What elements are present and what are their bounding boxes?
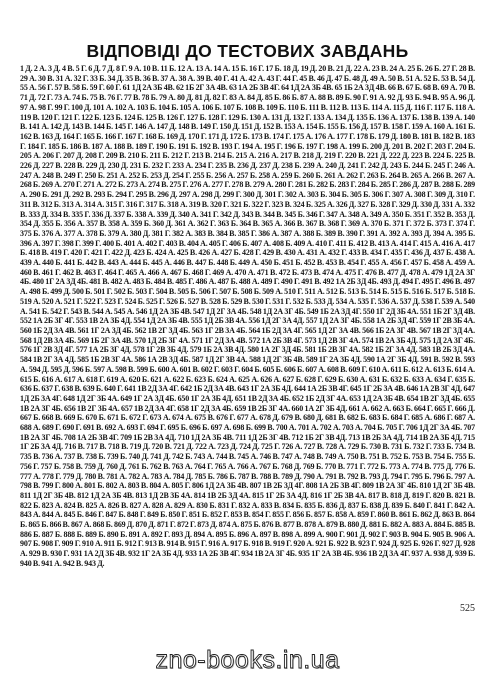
page-number: 525 xyxy=(460,603,475,614)
page-title: ВІДПОВІДІ ДО ТЕСТОВИХ ЗАВДАНЬ xyxy=(86,41,409,61)
watermark-text: zno-books.in.ua xyxy=(155,646,340,674)
answers-text: 1 Д. 2 А. 3 Д. 4 В. 5 Г. 6 Д. 7 Д. 8 Г. 9 А. 10 В. 11 Б. 12 А. 13 А. 14 А. 15 Б. 16 Г. 17 Б. 18 Д. 19 Д. 20 В. 21 Д. 22 А. 23 В. 24 А. 25 Б. 26 Б. 27 Г. 28 В. 29 А. 30 В. 31 А. 32 Г. 33 Б. 34 Д. 35 В. 36 В. 37 А. 38 А. 39 В. 40 Г. 41 А. 42 А. 43 Г. 44 Г. 45 В. 46 Д. 47 Б. 48 Д. 49 А. 50 В. 51 А. 52 Б. 53 В. 54 Д. 55 А. 56 Г. 57 В. 58 Б. 59 Г. 60 Г. 61 1Д 2А 3Б 4В. 62 1Б 2Г 3А 4В. 63 1А 2Б 3В 4Г. 64 1Д 2А 3Б 4В. 65 1Б 2А 3Д 4В. 66 В. 67 Б. 68 В. 69 А. 70 В. 71 Д. 72 Г. 73 А. 74 Б. 75 В. 76 Г. 77 В. 78 Б. 79 А. 80 Д. 81 Д. 82 Г. 83 А. 84 Д. 85 Б. 86 Б. 87 А. 88 В. 89 Б. 90 Г. 91 А. 92 Д. 93 Б. 94 В. 95 А. 96 Д. 97 А. 98 Г. 99 Г. 100 Д. 101 А. 102 А. 103 Б. 104 Б. 105 А. 106 Б. 107 Б. 108 В. 109 Б. 110 Б. 111 В. 112 В. 113 Б. 114 А. 115 Д. 116 Г. 117 Б. 118 А. 119 В. 120 Г. 121 Г. 122 Б. 123 Б. 124 Б. 125 В. 126 Г. 127 Б. 128 Г. 129 Б. 130 А. 131 Д. 132 Г. 133 А. 134 Д. 135 Б. 136 А. 137 Б. 138 В. 139 А. 140 В. 141 А. 142 Д. 143 В. 144 Б. 145 Г. 146 А. 147 Д. 148 В. 149 Г. 150 Д. 151 Д. 152 В. 153 А. 154 Б. 155 Б. 156 Д. 157 В. 158 Г. 159 А. 160 А. 161 Б. 162 В. 163 Д. 164 Г. 165 Б. 166 Г. 167 Г. 168 Б. 169 Д. 170 Г. 171 Д. 172 Б. 173 В. 174 Г. 175 А. 176 А. 177 Г. 178 Б. 179 Д. 180 В. 181 В. 182 В. 183 Г. 184 Г. 185 Б. 186 В. 187 А. 188 В. 189 Г. 190 Б. 191 Б. 192 В. 193 Г. 194 А. 195 Г. 196 Б. 197 Г. 198 А. 199 Б. 200 Д. 201 В. 202 Г. 203 Г. 204 Б. 205 А. 206 Г. 207 Д. 208 Г. 209 В. 210 Б. 211 Б. 212 Г. 213 В. 214 Б. 215 А. 216 А. 217 В. 218 Д. 219 Г. 220 В. 221 Д. 222 Д. 223 В. 224 Б. 225 В. 226 Д. 227 В. 228 В. 229 Д. 230 Д. 231 Б. 232 Г. 233 А. 234 Г. 235 В. 236 Д. 237 Д. 238 Б. 239 А. 240 Д. 241 Г. 242 Д. 243 Б. 244 Б. 245 Г. 246 А. 247 А. 248 В. 249 Г. 250 Б. 251 А. 252 Б. 253 Д. 254 Г. 255 Б. 256 А. 257 Б. 258 А. 259 Б. 260 Б. 261 А. 262 Г. 263 Б. 264 В. 265 А. 266 В. 267 А. 268 Б. 269 А. 270 Г. 271 А. 272 Б. 273 А. 274 В. 275 Г. 276 А. 277 Г. 278 В. 279 А. 280 Г. 281 Б. 282 Б. 283 Г. 284 Б. 285 Г. 286 Д. 287 В. 288 Б. 289 А. 290 Б. 291 Д. 292 В. 293 Б. 294 Г. 295 В. 296 Д. 297 А. 298 Д. 299 Г. 300 Д. 301 Г. 302 А. 303 Б. 304 Б. 305 Б. 306 Г. 307 А. 308 Г. 309 Д. 310 Г. 311 В. 312 Б. 313 А. 314 А. 315 Г. 316 Г. 317 Б. 318 А. 319 В. 320 Г. 321 Б. 322 Г. 323 В. 324 Б. 325 А. 326 Д. 327 Б. 328 Г. 329 Д. 330 Д. 331 А. 332 В. 333 Д. 334 В. 335 Г. 336 Д. 337 Б. 338 А. 339 Д. 340 А. 341 Г. 342 Д. 343 В. 344 В. 345 Б. 346 Г. 347 А. 348 А. 349 А. 350 Б. 351 Г. 352 В. 353 Д. 354 Д. 355 Б. 356 А. 357 В. 358 А. 359 Б. 360 Д. 361 А. 362 Г. 363 Б. 364 В. 365 А. 366 В. 367 В. 368 Г. 369 А. 370 Б. 371 Г. 372 Б. 373 Г. 374 Г. 375 Б. 376 А. 377 А. 378 Б. 379 А. 380 Д. 381 Г. 382 А. 383 В. 384 В. 385 Г. 386 А. 387 А. 388 Б. 389 В. 390 Г. 391 А. 392 А. 393 Д. 394 А. 395 Б. 396 А. 397 Г. 398 Г. 399 Г. 400 Б. 401 А. 402 Г. 403 В. 404 А. 405 Г. 406 Б. 407 А. 408 Б. 409 А. 410 Г. 411 Б. 412 В. 413 А. 414 Г. 415 А. 416 А. 417 Б. 418 В. 419 Г. 420 Г. 421 Г. 422 Д. 423 Б. 424 А. 425 В. 426 А. 427 Б. 428 Г. 429 В. 430 А. 431 А. 432 Г. 433 В. 434 Г. 435 Г. 436 Д. 437 Б. 438 А. 439 А. 440 Б. 441 Б. 442 В. 443 А. 444 Б. 445 А. 446 В. 447 Б. 448 Б. 449 А. 450 Б. 451 Б. 452 В. 453 В. 454 Г. 455 А. 456 Г. 457 Б. 458 А. 459 А. 460 В. 461 Г. 462 В. 463 Г. 464 Г. 465 А. 466 А. 467 Б. 468 Г. 469 А. 470 А. 471 В. 472 Б. 473 В. 474 А. 475 Г. 476 В. 477 Д. 478 А. 479 1Д 2А 3Г 4Б. 480 1Г 2А 3Д 4Б. 481 В. 482 А. 483 Б. 484 В. 485 Г. 486 А. 487 Б. 488 А. 489 Г. 490 Г. 491 В. 492 1А 2Б 3Д 4Б. 493 Д. 494 Г. 495 Г. 496 В. 497 А. 498 Б. 499 Д. 500 Б. 501 Г. 502 Б. 503 Г. 504 В. 505 Б. 506 Г. 507 Б. 508 Б. 509 А. 510 Г. 511 А. 512 Б. 513 Б. 514 Б. 515 Б. 516 Б. 517 Б. 518 Б. 519 А. 520 А. 521 Г. 522 Г. 523 Г. 524 Б. 525 Г. 526 Б. 527 В. 528 Б. 529 В. 530 Г. 531 Г. 532 Б. 533 Д. 534 А. 535 Г. 536 А. 537 Д. 538 Г. 539 А. 540 А. 541 Б. 542 Г. 543 В. 544 А. 545 А. 546 1Д 2А 3Б 4В. 547 1Д 2Г 3А 4Б. 548 1Д 2А 3Г 4Б. 549 1Б 2А 3Д 4Г. 550 1Г 2Д 3Б 4А. 551 1Б 2Г 3Д 4В. 552 1А 2Б 3Г 4Г. 553 1В 2А 3Б 4Д. 554 1Д 2А 3Б 4В. 555 1Д 2Б 3В 4А. 556 1Д 2Г 3А 4Д. 557 1Д 2А 3Г 4Б. 558 1А 2Б 3Д 4Г. 559 1Г 2В 3Б 4А. 560 1Б 2Д 3А 4В. 561 1Г 2А 3Д 4Б. 562 1В 2Г 3Д 4Б. 563 1Г 2В 3А 4Б. 564 1Б 2Д 3А 4Г. 565 1Д 2Г 3А 4В. 566 1Б 2А 3Г 4В. 567 1В 2Г 3Д 4А. 568 1Д 2В 3А 4Б. 569 1Б 2Г 3А 4В. 570 1Д 2Б 3Г 4А. 571 1Г 2Д 3А 4В. 572 1А 2Б 3В 4Г. 573 1Д 2В 3Г 4А. 574 1В 2А 3Б 4Д. 575 1Д 2А 3Г 4Б. 576 1Г 2В 3Д 4Г. 577 1А 2Б 3Г 4Д. 578 1Г 2В 3Б 4Д. 579 1Б 2А 3В 4Д. 580 1А 2Г 3Д 4Б. 581 1Б 2В 3Г 4А. 582 1Б 2Г 3А 4Д. 583 1В 2Б 3Д 4А. 584 1В 2Г 3А 4Д. 585 1Б 2В 3Г 4А. 586 1А 2В 3Д 4Б. 587 1Д 2Г 3В 4А. 588 1Д 2Г 3Б 4В. 589 1Г 2А 3Б 4Д. 590 1А 2Г 3Б 4Д. 591 В. 592 В. 593 А. 594 Д. 595 Д. 596 Б. 597 А. 598 В. 599 Б. 600 А. 601 В. 602 Г. 603 Г. 604 Б. 605 Б. 606 Б. 607 А. 608 В. 609 Г. 610 А. 611 Б. 612 А. 613 Б. 614 А. 615 Б. 616 А. 617 А. 618 Г. 619 А. 620 Б. 621 А. 622 Б. 623 Б. 624 А. 625 А. 626 А. 627 Б. 628 Г. 629 Б. 630 А. 631 Б. 632 Б. 633 А. 634 Г. 635 Б. 636 Б. 637 Г. 638 В. 639 Б. 640 Г. 641 1В 2Д 3А 4Г. 642 1Б 2Д 3А 4В. 643 1Г 2А 3Б 4Д. 644 1А 2Б 3В 4Г. 645 1Г 2Б 3А 4В. 646 1А 2В 3Г 4Д. 647 1Д 2Б 3А 4Г. 648 1Д 2Г 3Б 4А. 649 1Г 2А 3Д 4Б. 650 1Г 2А 3Б 4Д. 651 1В 2Д 3А 4Б. 652 1Б 2Д 3Г 4А. 653 1Д 2А 3Б 4В. 654 1В 2Г 3Д 4Б. 655 1В 2А 3Г 4Б. 656 1В 2Г 3Б 4А. 657 1В 2Д 3А 4Г. 658 1Г 2Д 3А 4Б. 659 1В 2Б 3Г 4А. 660 1А 2Г 3Б 4Д. 661 А. 662 А. 663 Б. 664 Г. 665 Г. 666 Д. 667 Б. 668 В. 669 Б. 670 Б. 671 Б. 672 Г. 673 А. 674 А. 675 В. 676 Г. 677 А. 678 Д. 679 В. 680 Д. 681 В. 682 Б. 683 Б. 684 Г. 685 А. 686 Г. 687 А. 688 А. 689 Г. 690 Г. 691 В. 692 А. 693 Г. 694 Г. 695 Б. 696 Б. 697 А. 698 Б. 699 В. 700 А. 701 А. 702 А. 703 А. 704 Б. 705 Г. 706 1Д 2Г 3А 4Б. 707 1В 2А 3Г 4Б. 708 1А 2Б 3В 4Г. 709 1Б 2В 3А 4Д. 710 1Д 2А 3Б 4В. 711 1Д 2Б 3Г 4В. 712 1Б 2Г 3В 4Д. 713 1В 2Б 3А 4Д. 714 1В 2А 3Б 4Д. 715 1Г 2Б 3А 4Д. 716 В. 717 В. 718 В. 719 Д. 720 В. 721 Д. 722 А. 723 Д. 724 Д. 725 Г. 726 А. 727 В. 728 А. 729 Б. 730 В. 731 Б. 732 Г. 733 Б. 734 В. 735 В. 736 А. 737 В. 738 Б. 739 Б. 740 Д. 741 Д. 742 Б. 743 А. 744 В. 745 А. 746 В. 747 А. 748 В. 749 А. 750 В. 751 В. 752 Б. 753 В. 754 Б. 755 Б. 756 Г. 757 Б. 758 В. 759 Д. 760 Д. 761 Б. 762 В. 763 А. 764 Г. 765 А. 766 А. 767 Б. 768 Д. 769 Б. 770 В. 771 Г. 772 Б. 773 А. 774 В. 775 Д. 776 Б. 777 А. 778 Г. 779 Д. 780 В. 781 А. 782 А. 783 А. 784 Д. 785 Б. 786 Б. 787 В. 788 В. 789 Д. 790 А. 791 В. 792 В. 793 Д. 794 Г. 795 Б. 796 Б. 797 А. 798 В. 799 Г. 800 А. 801 Б. 802 А. 803 В. 804 А. 805 Г. 806 1Д 2А 3Б 4В. 807 1В 2Б 3Д 4Г. 808 1А 2Б 3В 4Г. 809 1В 2А 3Г 4Б. 810 1Д 2Г 3Б 4В. 811 1Д 2Г 3Б 4В. 812 1Д 2А 3Б 4В. 813 1Д 2В 3Б 4А. 814 1В 2Б 3Д 4А. 815 1Г 2Б 3А 4Д. 816 1Г 2Б 3В 4А. 817 В. 818 Д. 819 Г. 820 В. 821 В. 822 Б. 823 А. 824 В. 825 А. 826 В. 827 А. 828 А. 829 А. 830 Б. 831 Г. 832 А. 833 В. 834 Б. 835 Б. 836 Д. 837 Б. 838 Д. 839 Б. 840 Г. 841 Г. 842 А. 843 А. 844 А. 845 Б. 846 Г. 847 Б. 848 Г. 849 Б. 850 Г. 851 Б. 852 Г. 853 В. 854 Г. 855 Г. 856 Б. 857 Б. 858 А. 859 Г. 860 В. 861 Б. 862 Д. 863 В. 864 Б. 865 Б. 866 В. 867 А. 868 Б. 869 Д. 870 Д. 871 Г. 872 Г. 873 Д. 874 А. 875 Б. 876 В. 877 В. 878 А. 879 В. 880 Д. 881 Б. 882 А. 883 А. 884 Б. 885 В. 886 Б. 887 Б. 888 Б. 889 Б. 890 Б. 891 А. 892 Г. 893 Д. 894 А. 895 Б. 896 А. 897 В. 898 А. 899 А. 900 Г. 901 Д. 902 Г. 903 В. 904 Б. 905 В. 906 А. 907 Б. 908 Г. 909 Г. 910 А. 911 Б. 912 Г. 913 В. 914 В. 915 Г. 916 А. 917 Б. 918 В. 919 Г. 920 А. 921 Б. 922 В. 923 Г. 924 Д. 925 Б. 926 Г. 927 Д. 928 А. 929 В. 930 Г. 931 1А 2Д 3Б 4В. 932 1Г 2А 3Б 4Д. 933 1А 2Б 3В 4Г. 934 1В 2А 3Г 4Б. 935 1Г 2А 3В 4Б. 936 1В 2Д 3А 4Г. 937 А. 938 Д. 939 Б. 940 В. 941 А. 942 В. 943 Д. xyxy=(20,64,475,568)
